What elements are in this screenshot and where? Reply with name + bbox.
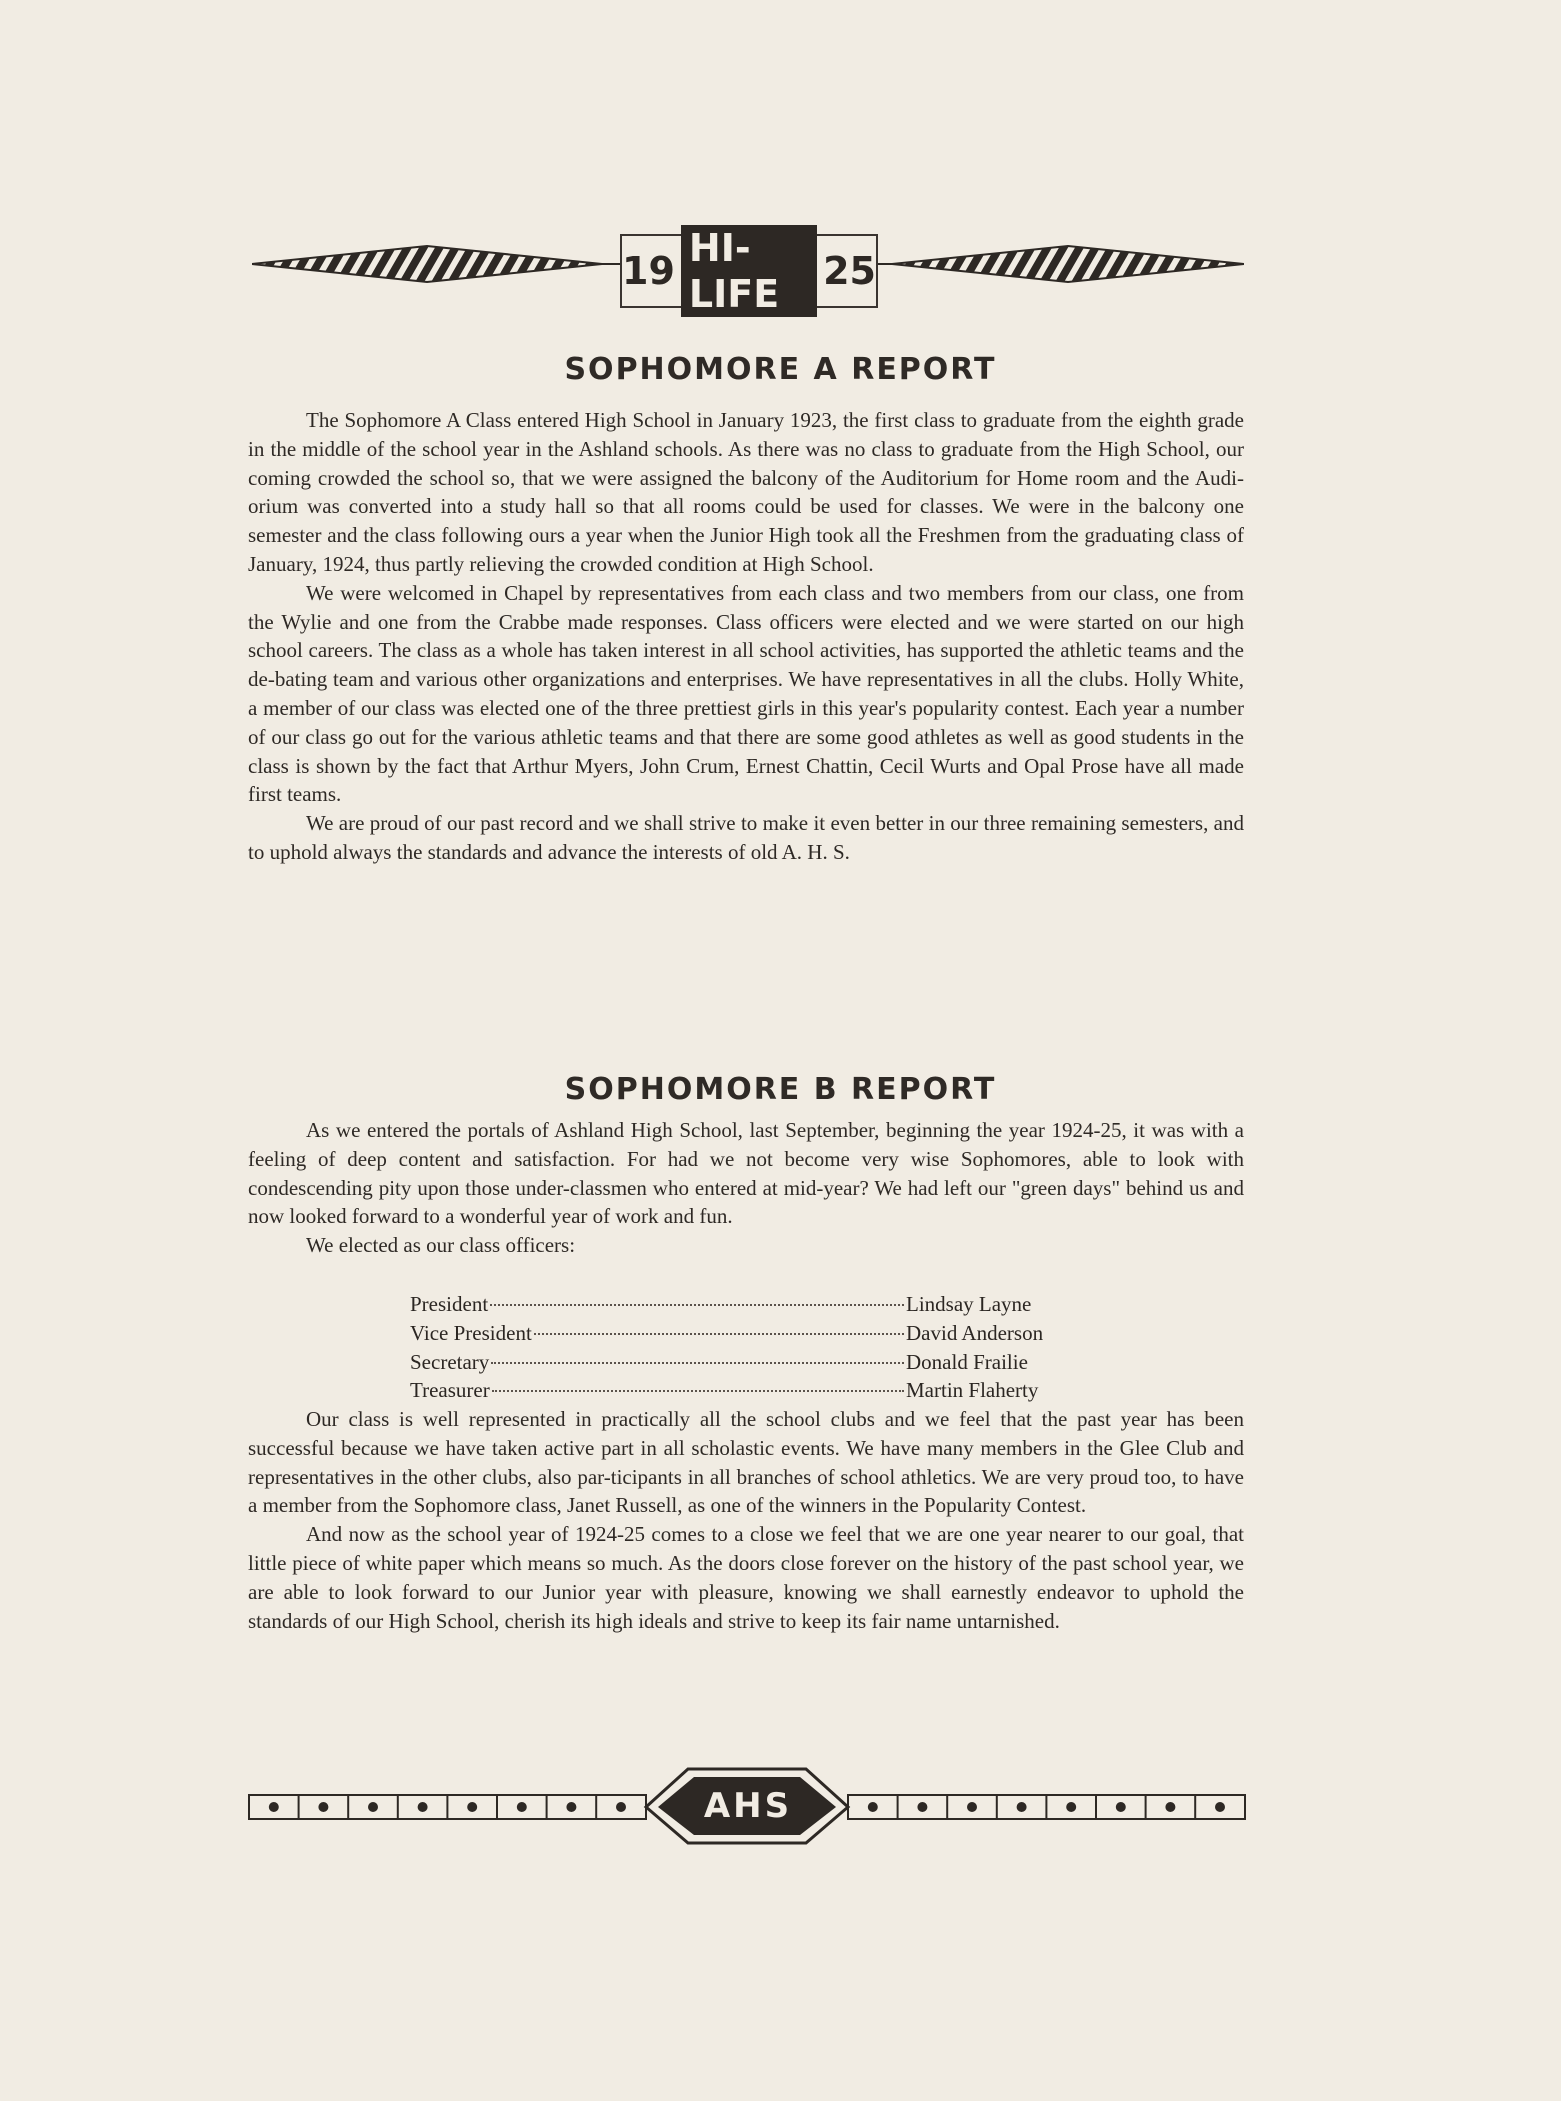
footer-dot	[318, 1802, 328, 1812]
footer-dot	[967, 1802, 977, 1812]
footer-dot	[868, 1802, 878, 1812]
footer-dot	[269, 1802, 279, 1812]
section-b-paragraph: As we entered the portals of Ashland High School, last September, beginning the year 1924-25, it was with a feeling of deep content and satisfaction. For had we not become very wise Sophomores, able to look with condescending pity upon those under-classmen who entered at mid-year? We had left our "green days" behind us and now looked forward to a wonderful year of work and fun.	[248, 1118, 1244, 1229]
footer-dot	[1215, 1802, 1225, 1812]
section-b-paragraph: And now as the school year of 1924-25 comes to a close we feel that we are one year nearer to our goal, that little piece of white paper which means so much. As the doors close forever on the history of the past school year, we are able to look forward to our Junior year with pleasure, knowing we shall earnestly endeavor to uphold the standards of our High School, cherish its high ideals and strive to keep its fair name untarnished.	[248, 1522, 1244, 1633]
footer-dot	[418, 1802, 428, 1812]
leader-dots	[490, 1304, 904, 1306]
officer-name: David Anderson	[906, 1320, 1044, 1345]
section-a-title: SOPHOMORE A REPORT	[564, 352, 997, 387]
officer-role: Secretary	[410, 1349, 490, 1374]
footer-dot	[917, 1802, 927, 1812]
footer-dot	[566, 1802, 576, 1812]
officer-row	[410, 1348, 1082, 1377]
section-b-closing	[248, 1405, 1244, 1635]
footer-dot	[368, 1802, 378, 1812]
officers-list	[410, 1290, 1082, 1405]
footer-dot	[467, 1802, 477, 1812]
header-title: HI-LIFE	[681, 225, 817, 317]
footer-logo: AHS	[703, 1786, 793, 1826]
section-b-paragraph: We elected as our class officers:	[306, 1233, 576, 1258]
officer-name: Donald Frailie	[906, 1349, 1028, 1374]
footer-dot	[1017, 1802, 1027, 1812]
footer-dot	[1116, 1802, 1126, 1812]
officer-role: President	[410, 1292, 489, 1316]
section-a-paragraph: We were welcomed in Chapel by representatives from each class and two members from our class, one from the Wylie and one from the Crabbe made responses. Class officers were elected and we were started on our high school careers. The class as a whole has taken interest in all school activities, has supported the athletic teams and the de-bating team and various other organizations and enterprises. We have representatives in all the clubs. Holly White, a member of our class was elected one of the three prettiest girls in this year's popularity contest. Each year a number of our class go out for the various athletic teams and that there are some good athletes as well as good students in the class is shown by the fact that Arthur Myers, John Crum, Ernest Chattin, Cecil Wurts and Opal Prose have all made first teams.	[248, 580, 1244, 807]
officer-row	[410, 1290, 1082, 1319]
section-a-body	[248, 406, 1244, 867]
footer-dot	[616, 1802, 626, 1812]
section-a-paragraph: We are proud of our past record and we shall strive to make it even better in our three remaining semesters, and to uphold always the standards and advance the interests of old A. H. S.	[248, 811, 1244, 864]
header-year-left: 19	[622, 249, 675, 293]
leader-dots	[492, 1390, 904, 1392]
footer-dot	[1165, 1802, 1175, 1812]
section-b-title: SOPHOMORE B REPORT	[564, 1072, 997, 1107]
section-b-paragraph: Our class is well represented in practically all the school clubs and we feel that the past year has been successful because we have taken active part in all scholastic events. We have many members in the Glee Club and representatives in the other clubs, also par-ticipants in all branches of school athletics. We are very proud too, to have a member from the Sophomore class, Janet Russell, as one of the winners in the Popularity Contest.	[248, 1407, 1244, 1518]
section-b-intro	[248, 1116, 1244, 1260]
officer-row	[410, 1319, 1082, 1348]
section-a-paragraph: The Sophomore A Class entered High School in January 1923, the first class to graduate from the eighth grade in the middle of the school year in the Ashland schools. As there was no class to graduate from the High School, our coming crowded the school so, that we were assigned the balcony of the Auditorium for Home room and the Audi-orium was converted into a study hall so that all rooms could be used for classes. We were in the balcony one semester and the class following ours a year when the Junior High took all the Freshmen from the graduating class of January, 1924, thus partly relieving the crowded condition at High School.	[248, 408, 1244, 576]
leader-dots	[534, 1333, 904, 1335]
header-title-box	[620, 226, 878, 316]
footer-dot	[1066, 1802, 1076, 1812]
officer-name: Martin Flaherty	[906, 1378, 1039, 1403]
header-year-right: 25	[823, 249, 876, 293]
officer-role: Vice President	[410, 1320, 532, 1345]
leader-dots	[491, 1362, 904, 1364]
footer-dot	[517, 1802, 527, 1812]
officer-row	[410, 1376, 1082, 1405]
officer-name: Lindsay Layne	[906, 1292, 1032, 1316]
officer-role: Treasurer	[410, 1378, 490, 1403]
